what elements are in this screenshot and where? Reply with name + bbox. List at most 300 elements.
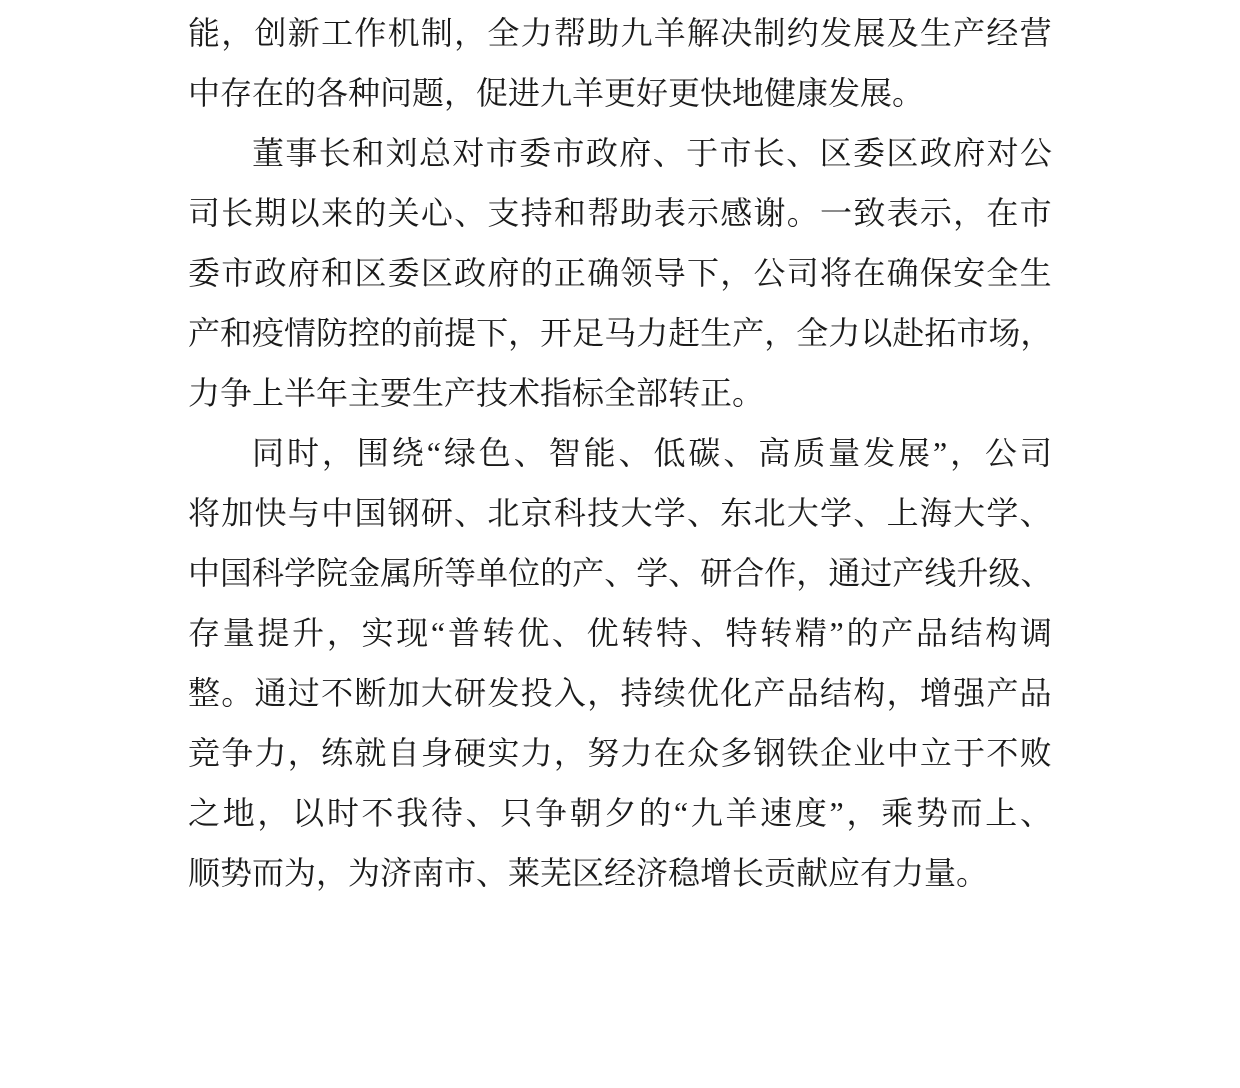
text-char: 钢 [387,495,420,531]
text-char: 心 [420,195,453,231]
text-char: 和 [352,135,385,171]
text-char: 特 [656,615,689,651]
text-line: 顺势而为，为济南市、莱芜区经济稳增长贡献应有力量。 [188,855,989,891]
text-char: 学 [636,555,669,591]
text-line [188,3,1052,63]
text-char: 所 [412,555,445,591]
text-char: 产 [953,15,986,51]
text-char: ， [886,675,919,711]
text-char: 续 [653,675,686,711]
text-char: 立 [919,735,952,771]
text-char: 确 [587,255,620,291]
text-char: 司 [188,195,221,231]
text-char: 国 [220,555,253,591]
text-char: 市 [221,255,254,291]
text-char: ， [846,795,879,831]
text-char: 企 [820,735,853,771]
text-char: 创 [254,15,287,51]
text-char: 全 [487,15,520,51]
text-char: 品 [1019,675,1052,711]
text-char: 和 [321,255,354,291]
text-char: 京 [520,495,553,531]
text-char: 学 [986,495,1019,531]
text-char: 化 [720,675,753,711]
text-char: 之 [188,795,221,831]
text-char: 存 [188,615,221,651]
text-char: 一 [820,195,853,231]
text-char: 普 [447,615,480,651]
text-char: 前 [412,315,445,351]
text-char: ” [829,615,844,651]
text-char: 营 [1019,15,1052,51]
text-char: 司 [1019,435,1052,471]
text-char: 产 [572,555,605,591]
text-char: 上 [985,795,1018,831]
text-char: 量 [828,435,861,471]
text-char: 作 [764,555,797,591]
text-char: 长 [221,195,254,231]
text-char: ， [287,735,320,771]
text-char: 学 [653,495,686,531]
text-char: 、 [618,435,651,471]
text-char: 色 [478,435,511,471]
text-char: 解 [686,15,719,51]
text-char: 表 [653,195,686,231]
text-char: 力 [636,315,669,351]
text-char: 羊 [653,15,686,51]
text-char: 持 [620,675,653,711]
text-char: 赴 [892,315,925,351]
text-char: 作 [354,15,387,51]
text-char: 政 [919,135,952,171]
text-line: 中存在的各种问题，促进九羊更好更快地健康发展。 [188,75,925,111]
text-char: 委 [853,135,886,171]
text-char: 市 [719,135,752,171]
text-char: ， [1020,315,1053,351]
text-char: 速 [760,795,793,831]
text-char: 羊 [725,795,758,831]
text-char: 决 [720,15,753,51]
text-char: 身 [420,735,453,771]
text-char: 机 [387,15,420,51]
text-char: 科 [553,495,586,531]
text-char: 安 [953,255,986,291]
text-char: 委 [387,255,420,291]
text-line [188,123,1052,183]
text-char: 绕 [391,435,424,471]
text-char: 就 [354,735,387,771]
text-char: 金 [348,555,381,591]
text-char: 过 [860,555,893,591]
text-char: 的 [520,255,553,291]
text-char: 研 [700,555,733,591]
text-char: 产 [892,555,925,591]
text-char: 示 [686,195,719,231]
text-char: 事 [285,135,318,171]
text-char: 及 [886,15,919,51]
text-char: 和 [553,195,586,231]
text-char: 研 [454,675,487,711]
text-char: 科 [252,555,285,591]
text-char: 情 [284,315,317,351]
text-char: ， [326,615,359,651]
text-char: 中 [188,555,221,591]
text-char: 的 [354,195,387,231]
text-char: 将 [820,255,853,291]
text-char: 实 [361,615,394,651]
text-char: 全 [986,255,1019,291]
text-char: 期 [254,195,287,231]
text-char: 智 [548,435,581,471]
text-char: 控 [348,315,381,351]
text-line [188,183,1052,243]
text-char: 在 [853,255,886,291]
text-char: 线 [924,555,957,591]
text-line [188,303,1052,363]
text-char: 力 [520,735,553,771]
text-char: ， [720,255,753,291]
text-char: 以 [860,315,893,351]
text-char: 现 [396,615,429,651]
text-char: 我 [396,795,429,831]
text-char: 同 [252,435,285,471]
text-char: 海 [919,495,952,531]
text-char: 质 [793,435,826,471]
text-char: 政 [585,135,618,171]
text-char: 致 [853,195,886,231]
text-char: 碳 [688,435,721,471]
text-char: 九 [690,795,723,831]
text-char: 展 [853,15,886,51]
text-char: 府 [287,255,320,291]
text-char: 关 [387,195,420,231]
text-char: 转 [482,615,515,651]
text-char: 公 [1019,135,1052,171]
text-char: “ [673,795,689,831]
text-char: 下 [686,255,719,291]
text-char: 生 [1019,255,1052,291]
text-char: 支 [487,195,520,231]
text-char: 司 [786,255,819,291]
text-char: 加 [221,495,254,531]
text-char: 过 [287,675,320,711]
text-char: 产 [753,675,786,711]
text-char: 加 [387,675,420,711]
text-char: ， [950,435,983,471]
text-char: 生 [919,15,952,51]
text-char: 入 [553,675,586,711]
text-char: 府 [487,255,520,291]
text-char: 助 [587,15,620,51]
text-char: 结 [950,615,983,651]
text-char: 。 [221,675,254,711]
text-char: 铁 [786,735,819,771]
text-char: 、 [668,555,701,591]
text-char: 经 [986,15,1019,51]
text-char: 北 [753,495,786,531]
text-char: 特 [725,615,758,651]
text-char: 大 [786,495,819,531]
text-char: 长 [752,135,785,171]
text-char: 区 [886,135,919,171]
text-char: 品 [786,675,819,711]
text-char: ， [553,735,586,771]
text-char: 上 [886,495,919,531]
text-char: 的 [639,795,672,831]
text-char: 、 [723,435,756,471]
text-char: 夕 [604,795,637,831]
text-char: 府 [619,135,652,171]
text-char: 只 [500,795,533,831]
text-line [188,483,1052,543]
text-char: 于 [686,135,719,171]
text-char: 将 [188,495,221,531]
text-char: 领 [620,255,653,291]
text-char: “ [430,615,446,651]
text-char: 转 [621,615,654,651]
text-char: 产 [732,315,765,351]
text-char: 、 [513,435,546,471]
text-char: 拓 [924,315,957,351]
text-char: 度 [794,795,827,831]
text-char: 乘 [881,795,914,831]
text-char: 总 [418,135,451,171]
text-char: 等 [444,555,477,591]
text-char: 、 [604,555,637,591]
text-char: 于 [953,735,986,771]
text-char: 表 [886,195,919,231]
text-char: 竞 [188,735,221,771]
text-char: 以 [287,195,320,231]
text-char: 董 [252,135,285,171]
text-char: 区 [819,135,852,171]
text-char: 整 [188,675,221,711]
text-char: 快 [254,495,287,531]
text-char: 结 [820,675,853,711]
text-char: 争 [535,795,568,831]
text-char: 在 [986,195,1019,231]
text-char: ， [953,195,986,231]
text-char: 的 [540,555,573,591]
text-char: 不 [986,735,1019,771]
text-char: 助 [620,195,653,231]
text-char: 帮 [553,15,586,51]
text-char: 刘 [385,135,418,171]
text-line: 力争上半年主要生产技术指标全部转正。 [188,375,765,411]
text-char: 学 [284,555,317,591]
text-char: 构 [985,615,1018,651]
text-char: 保 [919,255,952,291]
text-char: 量 [222,615,255,651]
text-char: 能 [188,15,221,51]
text-char: 工 [321,15,354,51]
text-char: 政 [254,255,287,291]
text-char: 在 [653,735,686,771]
text-char: 钢 [753,735,786,771]
text-char: 构 [853,675,886,711]
text-char: 高 [758,435,791,471]
text-char: 对 [986,135,1019,171]
text-char: 委 [188,255,221,291]
text-char: 不 [321,675,354,711]
text-char: 导 [653,255,686,291]
text-char: 、 [786,135,819,171]
text-char: 委 [519,135,552,171]
text-char: “ [426,435,441,471]
text-char: 赶 [668,315,701,351]
text-char: 位 [508,555,541,591]
text-char: 公 [985,435,1018,471]
text-char: 场 [988,315,1021,351]
text-char: 以 [292,795,325,831]
text-char: 围 [356,435,389,471]
text-char: 、 [465,795,498,831]
text-char: 力 [520,15,553,51]
text-char: 绿 [443,435,476,471]
text-line [188,723,1052,783]
text-char: 发 [820,15,853,51]
text-char: 产 [986,675,1019,711]
text-char: 、 [1019,495,1052,531]
text-char: 而 [950,795,983,831]
text-char: 的 [380,315,413,351]
text-char: 众 [686,735,719,771]
text-char: ， [257,795,290,831]
text-char: 市 [552,135,585,171]
text-char: 投 [520,675,553,711]
text-char: 院 [316,555,349,591]
text-char: 优 [686,675,719,711]
text-char: 下 [476,315,509,351]
text-char: 合 [732,555,765,591]
text-char: 精 [794,615,827,651]
text-char: ， [796,555,829,591]
text-char: 升 [292,615,325,651]
text-char: 力 [254,735,287,771]
text-char: 北 [487,495,520,531]
text-char: 调 [1019,615,1052,651]
text-char: ， [764,315,797,351]
text-char: 新 [287,15,320,51]
text-char: 力 [620,735,653,771]
text-char: 、 [1019,795,1052,831]
text-char: 时 [326,795,359,831]
text-char: 待 [430,795,463,831]
text-char: 优 [517,615,550,651]
text-char: 通 [828,555,861,591]
text-char: 势 [915,795,948,831]
text-char: 实 [487,735,520,771]
text-char: ” [932,435,948,471]
text-char: 、 [454,495,487,531]
text-char: 硬 [454,735,487,771]
text-char: 学 [820,495,853,531]
text-char: 政 [454,255,487,291]
text-char: 正 [553,255,586,291]
text-char: 防 [316,315,349,351]
text-char: 与 [287,495,320,531]
text-char: 产 [881,615,914,651]
text-char: 能 [583,435,616,471]
text-char: 地 [222,795,255,831]
text-char: 的 [846,615,879,651]
text-char: 公 [753,255,786,291]
text-char: 自 [387,735,420,771]
text-char: 不 [361,795,394,831]
text-char: 发 [863,435,896,471]
text-char: 来 [321,195,354,231]
text-char: 。 [786,195,819,231]
text-char: 国 [354,495,387,531]
text-char: 争 [221,735,254,771]
text-char: 、 [454,195,487,231]
text-char: 、 [853,495,886,531]
text-char: 对 [452,135,485,171]
text-char: 足 [572,315,605,351]
text-char: 多 [720,735,753,771]
text-line [188,243,1052,303]
text-char: 府 [953,135,986,171]
text-char: 和 [220,315,253,351]
text-char: 区 [420,255,453,291]
text-char: 研 [420,495,453,531]
text-char: 提 [257,615,290,651]
text-line [188,423,1052,483]
text-line [188,603,1052,663]
text-char: 优 [586,615,619,651]
text-char: 产 [188,315,221,351]
text-char: 级 [988,555,1021,591]
text-char: ， [587,675,620,711]
text-char: 单 [476,555,509,591]
text-char: 技 [587,495,620,531]
text-char: 朝 [569,795,602,831]
text-char: 练 [321,735,354,771]
text-char: 发 [487,675,520,711]
text-char: 帮 [587,195,620,231]
text-char: 、 [1020,555,1053,591]
text-line [188,663,1052,723]
text-char: 生 [700,315,733,351]
text-char: 九 [620,15,653,51]
text-char: 市 [485,135,518,171]
text-char: 东 [720,495,753,531]
text-char: 疫 [252,315,285,351]
text-char: 中 [886,735,919,771]
text-char: 大 [420,675,453,711]
text-char: 增 [919,675,952,711]
text-char: 努 [587,735,620,771]
text-char: 谢 [753,195,786,231]
text-char: 全 [796,315,829,351]
text-char: 开 [540,315,573,351]
text-char: 长 [318,135,351,171]
text-char: 断 [354,675,387,711]
text-char: ” [829,795,844,831]
text-char: ， [221,15,254,51]
text-char: 确 [886,255,919,291]
text-block [188,3,1052,903]
text-char: 市 [1019,195,1052,231]
text-char: 市 [956,315,989,351]
text-char: 大 [620,495,653,531]
text-char: ， [454,15,487,51]
text-char: 制 [753,15,786,51]
text-char: 品 [915,615,948,651]
text-line [188,543,1052,603]
text-char: 马 [604,315,637,351]
text-char: 区 [354,255,387,291]
